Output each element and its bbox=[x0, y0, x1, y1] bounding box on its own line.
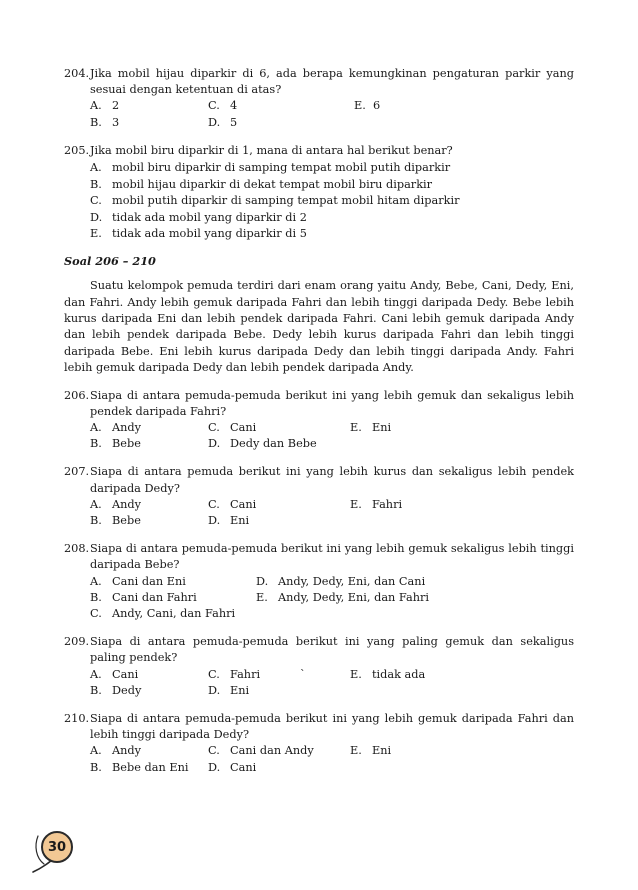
option-value: Eni bbox=[230, 683, 250, 697]
option-c bbox=[208, 667, 300, 683]
option-value: Cani bbox=[112, 667, 139, 681]
option-value: mobil biru diparkir di samping tempat mobil putih diparkir bbox=[112, 160, 451, 174]
option-c bbox=[208, 743, 350, 759]
option-d bbox=[208, 115, 237, 131]
option-b bbox=[90, 513, 208, 529]
option-value: Andy bbox=[112, 497, 142, 511]
option-label: D. bbox=[208, 115, 221, 129]
option-e bbox=[350, 743, 391, 759]
page-number-badge bbox=[30, 818, 90, 878]
options bbox=[90, 497, 574, 529]
option-row bbox=[90, 420, 574, 436]
option-row bbox=[90, 590, 574, 606]
option-value: Eni bbox=[372, 744, 392, 758]
option-value: Cani dan Andy bbox=[230, 744, 314, 758]
option-value: 4 bbox=[230, 99, 238, 113]
option-a bbox=[90, 743, 208, 759]
option-value: Andy bbox=[112, 744, 142, 758]
option-label: A. bbox=[90, 667, 102, 681]
option-value: 5 bbox=[230, 115, 238, 129]
question-text: Jika mobil hijau diparkir di 6, ada berapa kemungkinan pengaturan parkir yang sesuai dengan ketentuan di atas? bbox=[90, 67, 574, 97]
question-text: Siapa di antara pemuda berikut ini yang lebih kurus dan sekaligus lebih pendek daripada Dedy? bbox=[90, 465, 574, 495]
option-value: Bebe bbox=[112, 513, 141, 527]
option-label: C. bbox=[90, 194, 102, 208]
option-b bbox=[90, 590, 256, 606]
option-label: E. bbox=[256, 590, 268, 604]
option-label: B. bbox=[90, 513, 102, 527]
option-c bbox=[208, 497, 350, 513]
option-e bbox=[350, 420, 391, 436]
option-d bbox=[256, 574, 425, 590]
option-label: E. bbox=[354, 99, 366, 113]
option-e bbox=[256, 590, 429, 606]
option-c bbox=[90, 193, 574, 210]
option-b bbox=[90, 760, 208, 776]
option-a bbox=[90, 667, 208, 683]
option-value: Dedy dan Bebe bbox=[230, 437, 317, 451]
question-206 bbox=[64, 388, 574, 453]
option-row bbox=[90, 436, 574, 452]
option-row bbox=[90, 513, 574, 529]
question-209 bbox=[64, 634, 574, 699]
option-label: E. bbox=[350, 421, 362, 434]
option-row bbox=[90, 683, 574, 699]
option-label: B. bbox=[90, 760, 102, 774]
question-text: Siapa di antara pemuda-pemuda berikut ini yang lebih gemuk sekaligus lebih tinggi daripada Bebe? bbox=[90, 542, 574, 572]
option-a bbox=[90, 98, 208, 114]
option-e bbox=[354, 98, 380, 114]
question-number: 206. bbox=[64, 388, 90, 402]
option-row bbox=[90, 115, 574, 131]
options bbox=[90, 420, 574, 452]
option-d bbox=[208, 436, 317, 452]
option-a bbox=[90, 420, 208, 436]
option-e bbox=[90, 226, 574, 243]
option-value: Cani bbox=[230, 497, 257, 511]
option-row bbox=[90, 760, 574, 776]
option-label: C. bbox=[208, 744, 220, 758]
option-b bbox=[90, 683, 208, 699]
option-value: mobil putih diparkir di samping tempat mobil hitam diparkir bbox=[112, 194, 460, 208]
options bbox=[90, 160, 574, 243]
question-number: 208. bbox=[64, 542, 90, 556]
option-e bbox=[350, 497, 402, 513]
option-value: Bebe bbox=[112, 437, 141, 451]
options bbox=[90, 743, 574, 775]
option-label: A. bbox=[90, 497, 102, 511]
option-value: Andy, Dedy, Eni, dan Cani bbox=[278, 574, 426, 588]
option-value: Cani bbox=[230, 421, 257, 434]
option-c bbox=[208, 98, 354, 114]
options bbox=[90, 574, 574, 623]
question-text: Siapa di antara pemuda-pemuda berikut ini yang paling gemuk dan sekaligus paling pendek? bbox=[90, 635, 574, 665]
question-207 bbox=[64, 464, 574, 529]
option-value: 2 bbox=[112, 99, 120, 113]
option-value: Dedy bbox=[112, 683, 142, 697]
option-b bbox=[90, 436, 208, 452]
option-label: B. bbox=[90, 177, 102, 191]
option-row bbox=[90, 497, 574, 513]
option-a bbox=[90, 160, 574, 177]
question-number: 207. bbox=[64, 465, 90, 479]
option-d bbox=[90, 210, 574, 227]
option-label: C. bbox=[90, 606, 102, 620]
option-value: 3 bbox=[112, 115, 120, 129]
option-label: C. bbox=[208, 99, 220, 113]
page-content bbox=[64, 66, 574, 788]
option-d bbox=[208, 683, 249, 699]
option-row bbox=[90, 574, 574, 590]
option-value: Eni bbox=[372, 421, 392, 434]
option-label: A. bbox=[90, 744, 102, 758]
question-208 bbox=[64, 541, 574, 622]
question-204 bbox=[64, 66, 574, 131]
options bbox=[90, 98, 574, 130]
option-label: E. bbox=[350, 497, 362, 511]
option-label: D. bbox=[208, 760, 221, 774]
option-value: Cani bbox=[230, 760, 257, 774]
question-text: Siapa di antara pemuda-pemuda berikut ini yang lebih gemuk dan sekaligus lebih pendek daripada Fahri? bbox=[90, 388, 574, 418]
option-label: D. bbox=[90, 210, 103, 224]
question-210 bbox=[64, 711, 574, 776]
option-value: Bebe dan Eni bbox=[112, 760, 189, 774]
option-row bbox=[90, 667, 574, 683]
option-a bbox=[90, 497, 208, 513]
option-row bbox=[90, 606, 574, 622]
option-label: D. bbox=[208, 513, 221, 527]
question-text: Siapa di antara pemuda-pemuda berikut ini yang lebih gemuk daripada Fahri dan lebih tinggi daripada Dedy? bbox=[90, 711, 574, 742]
option-label: A. bbox=[90, 99, 102, 113]
option-b bbox=[90, 115, 208, 131]
option-value: Andy bbox=[112, 421, 142, 434]
option-c bbox=[90, 606, 235, 622]
option-value: tidak ada mobil yang diparkir di 2 bbox=[112, 210, 307, 224]
option-label: B. bbox=[90, 590, 102, 604]
option-label: A. bbox=[90, 574, 102, 588]
option-row bbox=[90, 743, 574, 759]
question-text: Jika mobil biru diparkir di 1, mana di antara hal berikut benar? bbox=[90, 143, 453, 157]
option-value: Cani dan Eni bbox=[112, 574, 186, 588]
option-e bbox=[350, 667, 425, 683]
option-label: A. bbox=[90, 421, 102, 434]
option-c bbox=[208, 420, 350, 436]
option-value: tidak ada bbox=[372, 667, 426, 681]
options bbox=[90, 667, 574, 699]
option-value: tidak ada mobil yang diparkir di 5 bbox=[112, 227, 307, 241]
option-value: 6 bbox=[373, 99, 381, 113]
option-row bbox=[90, 98, 574, 114]
option-label: E. bbox=[90, 227, 102, 241]
option-d bbox=[208, 760, 256, 776]
option-value: Fahri bbox=[372, 497, 403, 511]
option-label: D. bbox=[256, 574, 269, 588]
option-label: B. bbox=[90, 683, 102, 697]
question-number: 205. bbox=[64, 143, 90, 157]
option-label: E. bbox=[350, 667, 362, 681]
option-value: Fahri bbox=[230, 667, 261, 681]
option-value: Eni bbox=[230, 513, 250, 527]
option-label: E. bbox=[350, 744, 362, 758]
option-label: B. bbox=[90, 115, 102, 129]
passage: Suatu kelompok pemuda terdiri dari enam orang yaitu Andy, Bebe, Cani, Dedy, Eni, dan Fahri. Andy lebih gemuk daripada Fahri dan lebih tinggi daripada Dedy. Bebe lebih kurus daripada Eni dan lebih pendek daripada Fahri. Cani lebih gemuk daripada Andy dan lebih pendek daripada Bebe. Dedy lebih kurus daripada Fahri dan lebih tinggi daripada Bebe. Eni lebih kurus daripada Dedy dan lebih tinggi daripada Andy. Fahri lebih gemuk daripada Dedy dan lebih pendek daripada Andy. bbox=[64, 279, 574, 375]
option-a bbox=[90, 574, 256, 590]
option-value: Andy, Cani, dan Fahri bbox=[112, 606, 236, 620]
option-label: C. bbox=[208, 667, 220, 681]
question-205 bbox=[64, 143, 574, 243]
question-number: 210. bbox=[64, 711, 90, 725]
option-value: mobil hijau diparkir di dekat tempat mobil biru diparkir bbox=[112, 177, 433, 191]
option-label: A. bbox=[90, 160, 102, 174]
section-title: Soal 206 – 210 bbox=[64, 253, 156, 268]
option-d bbox=[208, 513, 249, 529]
question-number: 209. bbox=[64, 635, 90, 649]
option-value: Andy, Dedy, Eni, dan Fahri bbox=[278, 590, 430, 604]
stray-mark: ` bbox=[300, 667, 306, 681]
option-label: D. bbox=[208, 683, 221, 697]
option-label: B. bbox=[90, 437, 102, 451]
page-number: 30 bbox=[41, 831, 73, 863]
option-value: Cani dan Fahri bbox=[112, 590, 197, 604]
option-label: C. bbox=[208, 421, 220, 434]
option-label: C. bbox=[208, 497, 220, 511]
option-b bbox=[90, 177, 574, 194]
question-number: 204. bbox=[64, 67, 90, 80]
option-label: D. bbox=[208, 437, 221, 451]
